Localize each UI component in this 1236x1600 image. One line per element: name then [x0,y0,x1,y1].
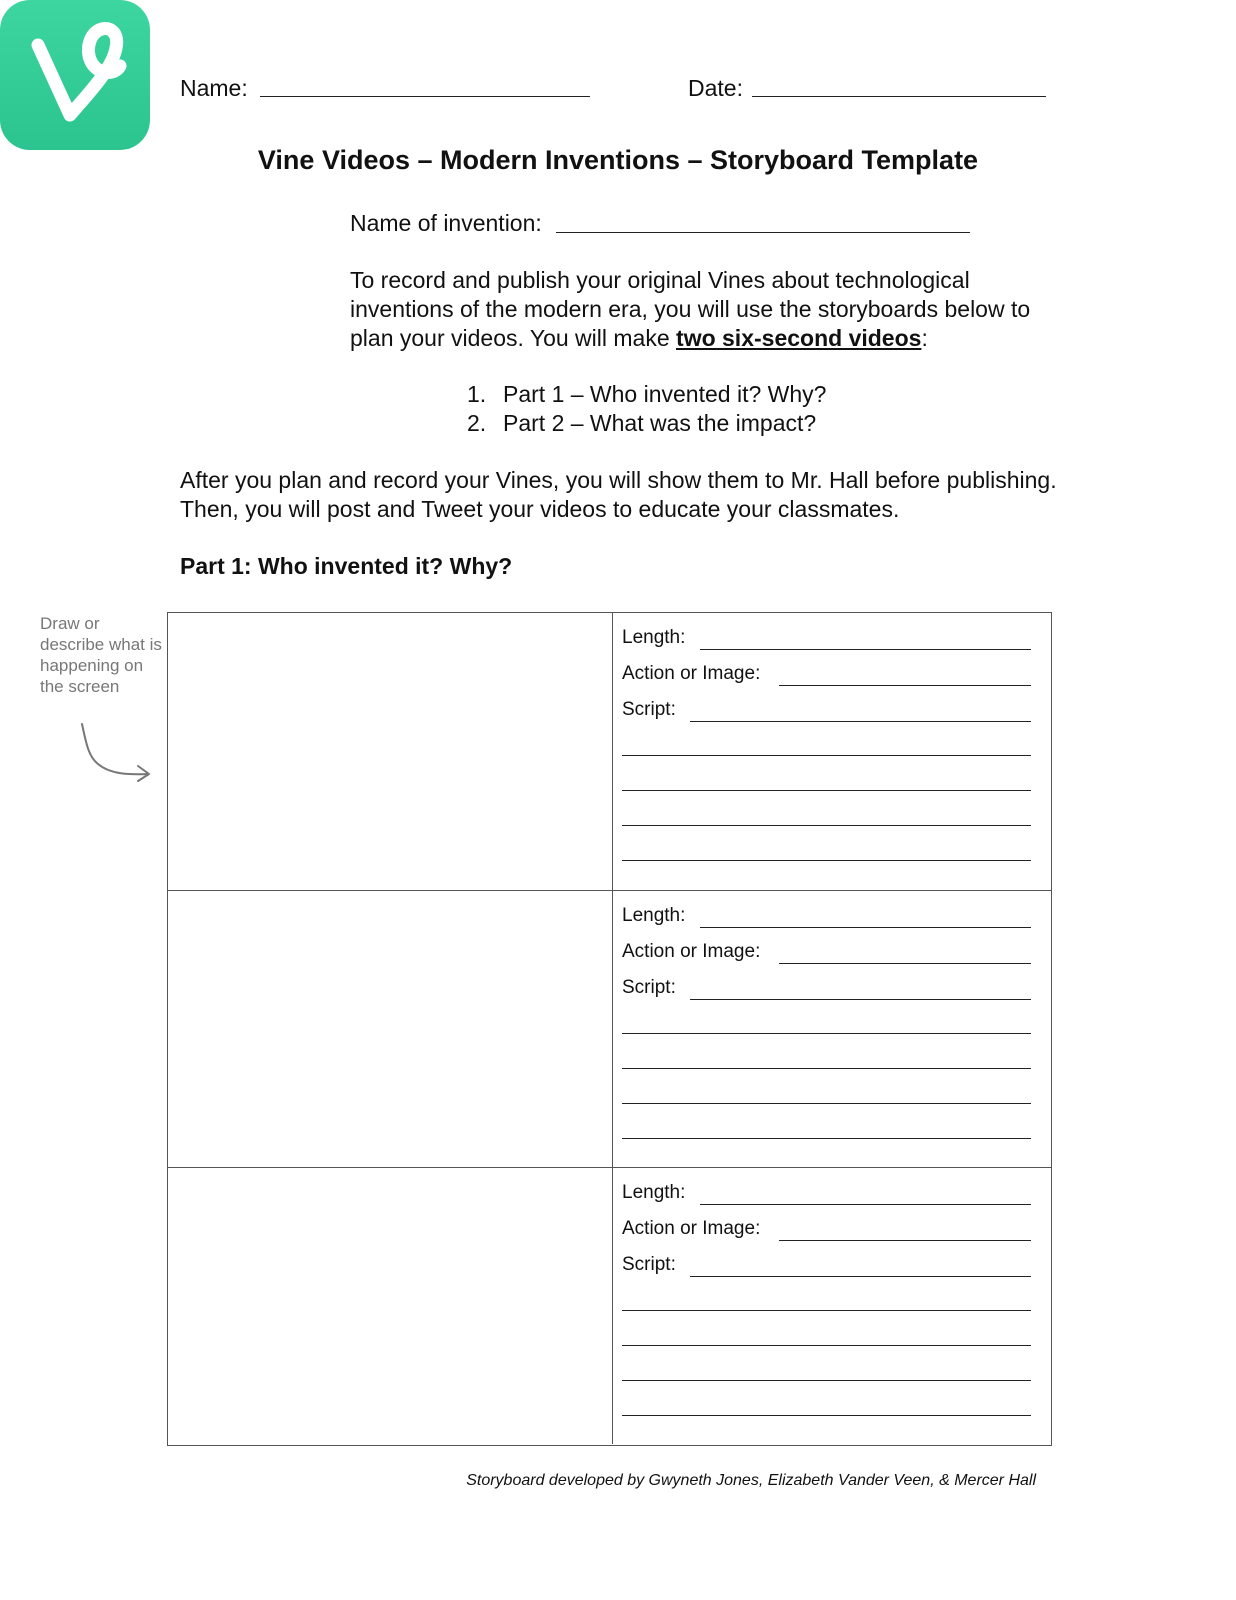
vine-glyph-icon [0,0,150,150]
script-line[interactable] [622,790,1031,791]
script-label: Script: [622,1254,676,1275]
notes-area [612,613,1051,890]
script-label: Script: [622,699,676,720]
invention-label: Name of invention: [350,210,542,236]
list-number: 2. [467,410,487,436]
script-field[interactable] [690,999,1031,1000]
section-heading: Part 1: Who invented it? Why? [180,553,513,579]
action-or-image-label: Action or Image: [622,663,761,684]
list-label: Part 2 – What was the impact? [503,410,817,436]
list-label: Part 1 – Who invented it? Why? [503,381,827,407]
length-label: Length: [622,627,686,648]
script-line[interactable] [622,1345,1031,1346]
side-note: Draw or describe what is happening on the screen [40,614,162,696]
length-field[interactable] [700,927,1031,928]
notes-area [612,891,1051,1167]
date-field[interactable] [752,96,1046,97]
action-or-image-field[interactable] [779,1240,1031,1241]
storyboard-frame [168,890,1051,1167]
length-label: Length: [622,905,686,926]
after-paragraph: After you plan and record your Vines, you will show them to Mr. Hall before publishing. Then, you will post and Tweet your videos to educate your classmates. [180,467,1057,522]
script-line[interactable] [622,1103,1031,1104]
length-field[interactable] [700,649,1031,650]
storyboard-frame [168,613,1051,890]
invention-field[interactable] [556,232,970,233]
date-label: Date: [688,75,743,101]
script-line[interactable] [622,1415,1031,1416]
script-line[interactable] [622,825,1031,826]
length-field[interactable] [700,1204,1031,1205]
credit-line: Storyboard developed by Gwyneth Jones, Elizabeth Vander Veen, & Mercer Hall [466,1472,1036,1489]
name-field[interactable] [260,96,590,97]
page-title: Vine Videos – Modern Inventions – Storyboard Template [257,145,979,175]
sketch-area[interactable] [168,613,613,890]
script-field[interactable] [690,721,1031,722]
action-or-image-label: Action or Image: [622,1218,761,1239]
script-line[interactable] [622,1068,1031,1069]
action-or-image-field[interactable] [779,685,1031,686]
script-label: Script: [622,977,676,998]
script-line[interactable] [622,1380,1031,1381]
list-number: 1. [467,381,487,407]
list-item-part-2 [467,410,816,437]
storyboard-frame [168,1167,1051,1444]
sketch-area[interactable] [168,1168,613,1444]
intro-end: : [921,325,928,351]
sketch-area[interactable] [168,891,613,1167]
list-item-part-1 [467,381,826,408]
notes-area [612,1168,1051,1444]
intro-paragraph [350,266,1050,353]
script-line[interactable] [622,1138,1031,1139]
script-line[interactable] [622,860,1031,861]
length-label: Length: [622,1182,686,1203]
action-or-image-label: Action or Image: [622,941,761,962]
script-line[interactable] [622,1033,1031,1034]
intro-text: To record and publish your original Vines about technological inventions of the modern era, you will use the storyboards below to plan your videos. You will make [350,267,1031,351]
curved-arrow-icon [76,720,156,785]
script-field[interactable] [690,1276,1031,1277]
vine-logo-icon [0,0,150,150]
name-label: Name: [180,75,248,101]
action-or-image-field[interactable] [779,963,1031,964]
intro-emphasis: two six-second videos [676,325,922,351]
storyboard-grid [167,612,1052,1446]
script-line[interactable] [622,1310,1031,1311]
script-line[interactable] [622,755,1031,756]
